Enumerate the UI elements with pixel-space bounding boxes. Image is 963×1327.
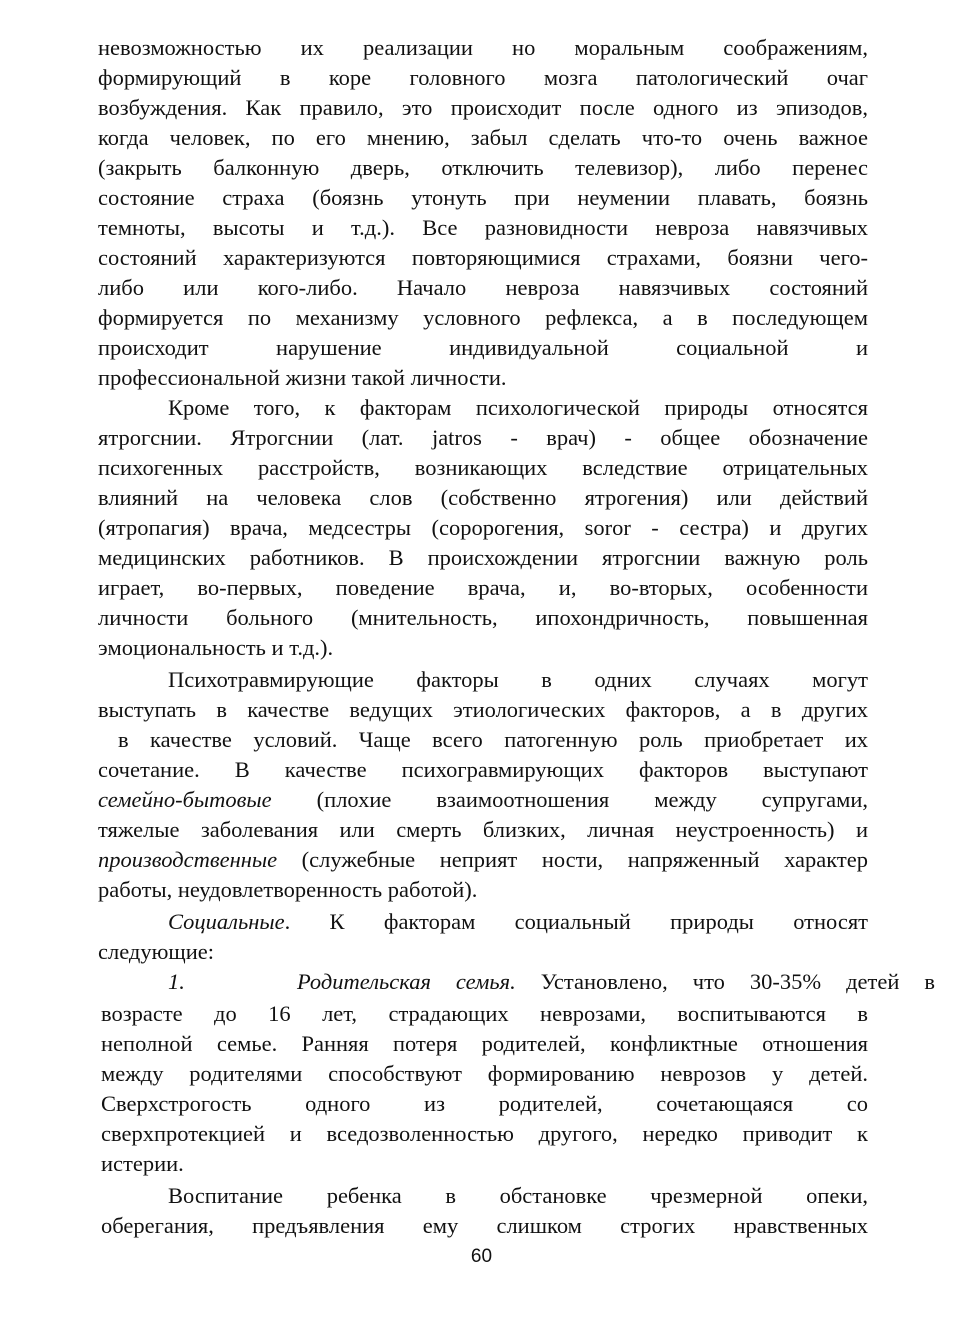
- text-line: когда человек, по его мнению, забыл сделать что-то очень важное: [98, 125, 868, 150]
- text-line: неполной семье. Ранняя потеря родителей, конфликтные отношения: [101, 1031, 868, 1056]
- text-line: личности больного (мнительность, ипохондричность, повышенная: [98, 605, 868, 630]
- text-line: тяжелые заболевания или смерть близких, личная неустроенность) и: [98, 817, 868, 842]
- paragraph-first-line: Психотравмирующие факторы в одних случаях могут: [168, 667, 868, 692]
- text-line: психогенных расстройств, возникающих вследствие отрицательных: [98, 455, 868, 480]
- text-line: работы, неудовлетворенность работой).: [98, 877, 478, 902]
- paragraph-first-line: Кроме того, к факторам психологической природы относятся: [168, 395, 868, 420]
- text-line: либо или кого-либо. Начало невроза навязчивых состояний: [98, 275, 868, 300]
- text-span: (служебные неприят ности, напряженный характер: [277, 847, 868, 872]
- text-span: . К факторам социальный природы относят: [284, 909, 868, 934]
- list-item-first-line: [297, 968, 935, 998]
- text-line: возбуждения. Как правило, это происходит после одного из эпизодов,: [98, 95, 868, 120]
- text-line: эмоциональность и т.д.).: [98, 635, 334, 660]
- text-line: ятрогснии. Ятрогснии (лат. jatros - врач) - общее обозначение: [98, 425, 868, 450]
- text-line: возрасте до 16 лет, страдающих неврозами, воспитываются в: [101, 1001, 868, 1026]
- text-line: Сверхстрогость одного из родителей, сочетающаяся со: [101, 1091, 868, 1116]
- text-line: происходит нарушение индивидуальной социальной и: [98, 335, 868, 360]
- italic-term: Социальные: [168, 909, 285, 934]
- text-line: сверхпротекцией и вседозволенностью другого, нередко приводит к: [101, 1121, 868, 1146]
- text-span: Установлено, что 30-35% детей в: [515, 969, 935, 994]
- list-number: 1.: [168, 969, 185, 994]
- text-span: (плохие взаимоотношения между супругами,: [271, 787, 868, 812]
- text-line: темноты, высоты и т.д.). Все разновидности невроза навязчивых: [98, 215, 868, 240]
- text-line: формируется по механизму условного рефлекса, а в последующем: [98, 305, 868, 330]
- italic-term: Родительская семья.: [297, 969, 516, 994]
- text-line: выступать в качестве ведущих этиологических факторов, а в других: [98, 697, 868, 722]
- text-line: истерии.: [101, 1151, 184, 1176]
- page-number: 60: [470, 1246, 493, 1267]
- text-line: состояний характеризуются повторяющимися страхами, боязни чего-: [98, 245, 868, 270]
- text-line: следующие:: [98, 939, 215, 964]
- text-line: в качестве условий. Чаще всего патогенную роль приобретает их: [118, 727, 868, 752]
- text-line: (ятропагия) врача, медсестры (соророгения, soror - сестра) и других: [98, 515, 868, 540]
- italic-term: производственные: [98, 847, 278, 872]
- text-line: невозможностью их реализации но моральным соображениям,: [98, 35, 868, 60]
- paragraph-first-line: [168, 908, 868, 938]
- text-line: (закрыть балконную дверь, отключить телевизор), либо перенес: [98, 155, 868, 180]
- text-line: влияний на человека слов (собственно ятрогения) или действий: [98, 485, 868, 510]
- text-line: оберегания, предъявления ему слишком строгих нравственных: [101, 1213, 868, 1238]
- paragraph-first-line: Воспитание ребенка в обстановке чрезмерной опеки,: [168, 1183, 868, 1208]
- text-line: [98, 786, 868, 816]
- text-line: сочетание. В качестве психогравмирующих факторов выступают: [98, 757, 868, 782]
- text-line: между родителями способствуют формированию неврозов у детей.: [101, 1061, 868, 1086]
- text-line: [98, 846, 868, 876]
- text-line: медицинских работников. В происхождении ятрогснии важную роль: [98, 545, 868, 570]
- text-line: состояние страха (боязнь утонуть при неумении плавать, боязнь: [98, 185, 868, 210]
- italic-term: семейно-бытовые: [98, 787, 272, 812]
- text-line: играет, во-первых, поведение врача, и, во-вторых, особенности: [98, 575, 868, 600]
- text-line: профессиональной жизни такой личности.: [98, 365, 507, 390]
- text-line: формирующий в коре головного мозга патологический очаг: [98, 65, 868, 90]
